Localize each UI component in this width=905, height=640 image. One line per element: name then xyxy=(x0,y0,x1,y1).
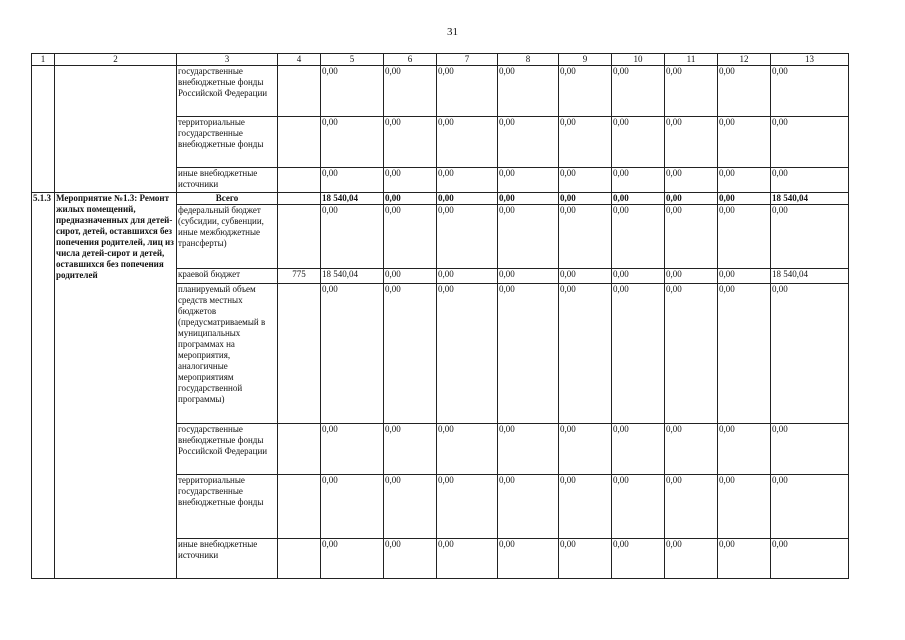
value-cell: 0,00 xyxy=(718,168,771,193)
value-cell: 0,00 xyxy=(559,539,612,579)
value-cell: 0,00 xyxy=(771,168,849,193)
value-cell: 0,00 xyxy=(665,475,718,539)
value-cell: 0,00 xyxy=(559,475,612,539)
measure-code: 5.1.3 xyxy=(32,193,55,579)
column-number-row xyxy=(32,54,849,66)
value-cell: 0,00 xyxy=(321,475,384,539)
value-cell: 0,00 xyxy=(665,205,718,269)
column-header: 11 xyxy=(665,54,718,66)
value-cell: 0,00 xyxy=(612,117,665,168)
col4-cell xyxy=(278,539,321,579)
value-cell: 0,00 xyxy=(384,168,437,193)
value-cell: 0,00 xyxy=(771,284,849,424)
funding-source: иные внебюджетные источники xyxy=(177,539,278,579)
column-header: 12 xyxy=(718,54,771,66)
value-cell: 0,00 xyxy=(718,117,771,168)
value-cell: 0,00 xyxy=(718,424,771,475)
value-cell: 0,00 xyxy=(498,475,559,539)
value-cell: 0,00 xyxy=(437,475,498,539)
col4-cell xyxy=(278,193,321,205)
measure-cell-continued xyxy=(55,66,177,193)
value-cell: 0,00 xyxy=(559,193,612,205)
value-cell: 0,00 xyxy=(665,424,718,475)
value-cell: 0,00 xyxy=(559,424,612,475)
value-cell: 0,00 xyxy=(771,117,849,168)
col4-cell xyxy=(278,117,321,168)
value-cell: 0,00 xyxy=(498,66,559,117)
funding-source: государственные внебюджетные фонды Российской Федерации xyxy=(177,424,278,475)
funding-source: иные внебюджетные источники xyxy=(177,168,278,193)
column-header: 9 xyxy=(559,54,612,66)
column-header: 2 xyxy=(55,54,177,66)
value-cell: 0,00 xyxy=(498,193,559,205)
column-header: 4 xyxy=(278,54,321,66)
funding-source: территориальные государственные внебюджетные фонды xyxy=(177,117,278,168)
funding-source: государственные внебюджетные фонды Российской Федерации xyxy=(177,66,278,117)
value-cell: 0,00 xyxy=(498,539,559,579)
value-cell: 0,00 xyxy=(665,539,718,579)
value-cell: 0,00 xyxy=(771,424,849,475)
value-cell: 0,00 xyxy=(665,284,718,424)
value-cell: 0,00 xyxy=(384,66,437,117)
col4-cell xyxy=(278,168,321,193)
value-cell: 0,00 xyxy=(384,424,437,475)
value-cell: 0,00 xyxy=(612,205,665,269)
value-cell: 0,00 xyxy=(498,117,559,168)
value-cell: 0,00 xyxy=(612,168,665,193)
value-cell: 0,00 xyxy=(718,284,771,424)
value-cell: 0,00 xyxy=(559,269,612,284)
value-cell: 0,00 xyxy=(665,269,718,284)
value-cell: 0,00 xyxy=(612,193,665,205)
funding-source: территориальные государственные внебюджетные фонды xyxy=(177,475,278,539)
col4-cell: 775 xyxy=(278,269,321,284)
value-cell: 0,00 xyxy=(771,66,849,117)
value-cell: 0,00 xyxy=(498,284,559,424)
column-header: 6 xyxy=(384,54,437,66)
value-cell: 0,00 xyxy=(437,205,498,269)
value-cell: 0,00 xyxy=(559,117,612,168)
value-cell: 0,00 xyxy=(321,66,384,117)
page-number: 31 xyxy=(447,26,458,38)
col4-cell xyxy=(278,475,321,539)
value-cell: 0,00 xyxy=(384,269,437,284)
value-cell: 0,00 xyxy=(437,284,498,424)
column-header: 8 xyxy=(498,54,559,66)
value-cell: 18 540,04 xyxy=(771,193,849,205)
value-cell: 0,00 xyxy=(437,117,498,168)
value-cell: 0,00 xyxy=(437,424,498,475)
value-cell: 0,00 xyxy=(665,168,718,193)
value-cell: 0,00 xyxy=(718,539,771,579)
value-cell: 0,00 xyxy=(321,539,384,579)
value-cell: 0,00 xyxy=(718,205,771,269)
value-cell: 0,00 xyxy=(437,269,498,284)
value-cell: 0,00 xyxy=(559,205,612,269)
column-header: 3 xyxy=(177,54,278,66)
col4-cell xyxy=(278,424,321,475)
value-cell: 0,00 xyxy=(612,539,665,579)
col4-cell xyxy=(278,284,321,424)
value-cell: 0,00 xyxy=(665,117,718,168)
value-cell: 0,00 xyxy=(718,269,771,284)
value-cell: 0,00 xyxy=(498,168,559,193)
value-cell: 18 540,04 xyxy=(321,193,384,205)
col4-cell xyxy=(278,66,321,117)
value-cell: 0,00 xyxy=(384,284,437,424)
column-header: 5 xyxy=(321,54,384,66)
value-cell: 0,00 xyxy=(384,539,437,579)
value-cell: 0,00 xyxy=(612,269,665,284)
value-cell: 0,00 xyxy=(718,475,771,539)
value-cell: 0,00 xyxy=(437,539,498,579)
value-cell: 0,00 xyxy=(321,424,384,475)
value-cell: 0,00 xyxy=(771,475,849,539)
value-cell: 0,00 xyxy=(559,284,612,424)
value-cell: 0,00 xyxy=(612,475,665,539)
value-cell: 0,00 xyxy=(612,66,665,117)
value-cell: 0,00 xyxy=(665,66,718,117)
value-cell: 0,00 xyxy=(498,424,559,475)
col4-cell xyxy=(278,205,321,269)
table-row xyxy=(32,66,849,117)
code-cell-continued xyxy=(32,66,55,193)
value-cell: 0,00 xyxy=(612,284,665,424)
value-cell: 0,00 xyxy=(321,168,384,193)
value-cell: 0,00 xyxy=(612,424,665,475)
value-cell: 0,00 xyxy=(498,205,559,269)
value-cell: 0,00 xyxy=(321,284,384,424)
column-header: 7 xyxy=(437,54,498,66)
value-cell: 0,00 xyxy=(771,539,849,579)
value-cell: 0,00 xyxy=(384,205,437,269)
value-cell: 18 540,04 xyxy=(321,269,384,284)
funding-source: планируемый объем средств местных бюджетов (предусматриваемый в муниципальных программах на мероприятия, аналогичные мероприятиям государственной программы) xyxy=(177,284,278,424)
value-cell: 0,00 xyxy=(437,66,498,117)
value-cell: 0,00 xyxy=(771,205,849,269)
value-cell: 0,00 xyxy=(321,117,384,168)
value-cell: 0,00 xyxy=(559,168,612,193)
budget-table xyxy=(31,53,849,579)
value-cell: 0,00 xyxy=(718,66,771,117)
value-cell: 0,00 xyxy=(559,66,612,117)
value-cell: 0,00 xyxy=(384,475,437,539)
value-cell: 0,00 xyxy=(437,193,498,205)
value-cell: 0,00 xyxy=(384,193,437,205)
value-cell: 0,00 xyxy=(321,205,384,269)
table-row-total xyxy=(32,193,849,205)
funding-source: федеральный бюджет (субсидии, субвенции, иные межбюджетные трансферты) xyxy=(177,205,278,269)
column-header: 10 xyxy=(612,54,665,66)
value-cell: 0,00 xyxy=(718,193,771,205)
value-cell: 0,00 xyxy=(384,117,437,168)
value-cell: 0,00 xyxy=(665,193,718,205)
funding-source: Всего xyxy=(177,193,278,205)
measure-name: Мероприятие №1.3: Ремонт жилых помещений, предназначенных для детей-сирот, детей, оставшихся без попечения родителей, лиц из числа детей-сирот и детей, оставшихся без попечения родителей xyxy=(55,193,177,579)
value-cell: 0,00 xyxy=(437,168,498,193)
column-header: 1 xyxy=(32,54,55,66)
value-cell: 18 540,04 xyxy=(771,269,849,284)
funding-source: краевой бюджет xyxy=(177,269,278,284)
value-cell: 0,00 xyxy=(498,269,559,284)
column-header: 13 xyxy=(771,54,849,66)
